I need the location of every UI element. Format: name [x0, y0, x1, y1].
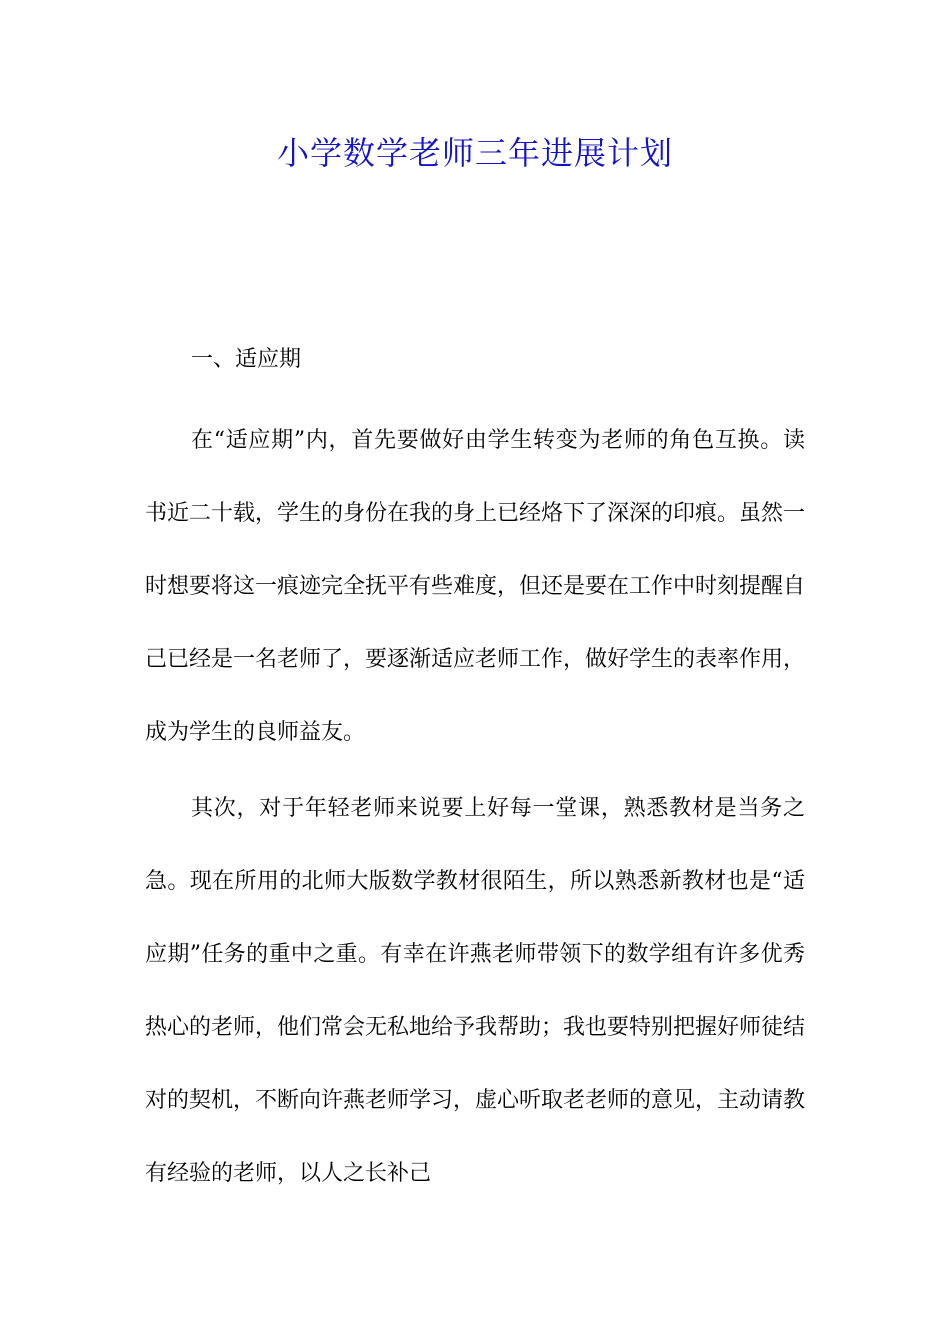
paragraph-1: 在“适应期”内，首先要做好由学生转变为老师的角色互换。读书近二十载，学生的身份在我的身上已经烙下了深深的印痕。虽然一时想要将这一痕迹完全抚平有些难度，但还是要在工作中时刻提醒自己已经是一名老师了，要逐渐适应老师工作，做好学生的表率作用，成为学生的良师益友。	[145, 428, 806, 745]
paragraph-2: 其次，对于年轻老师来说要上好每一堂课，熟悉教材是当务之急。现在所用的北师大版数学教材很陌生，所以熟悉新教材也是“适应期”任务的重中之重。有幸在许燕老师带领下的数学组有许多优秀热心的老师，他们常会无私地给予我帮助；我也要特别把握好师徒结对的契机，不断向许燕老师学习，虚心听取老老师的意见，主动请教有经验的老师，以人之长补己	[145, 796, 806, 1186]
section-heading: 一、适应期	[191, 347, 302, 372]
document-title: 小学数学老师三年进展计划	[276, 134, 673, 172]
